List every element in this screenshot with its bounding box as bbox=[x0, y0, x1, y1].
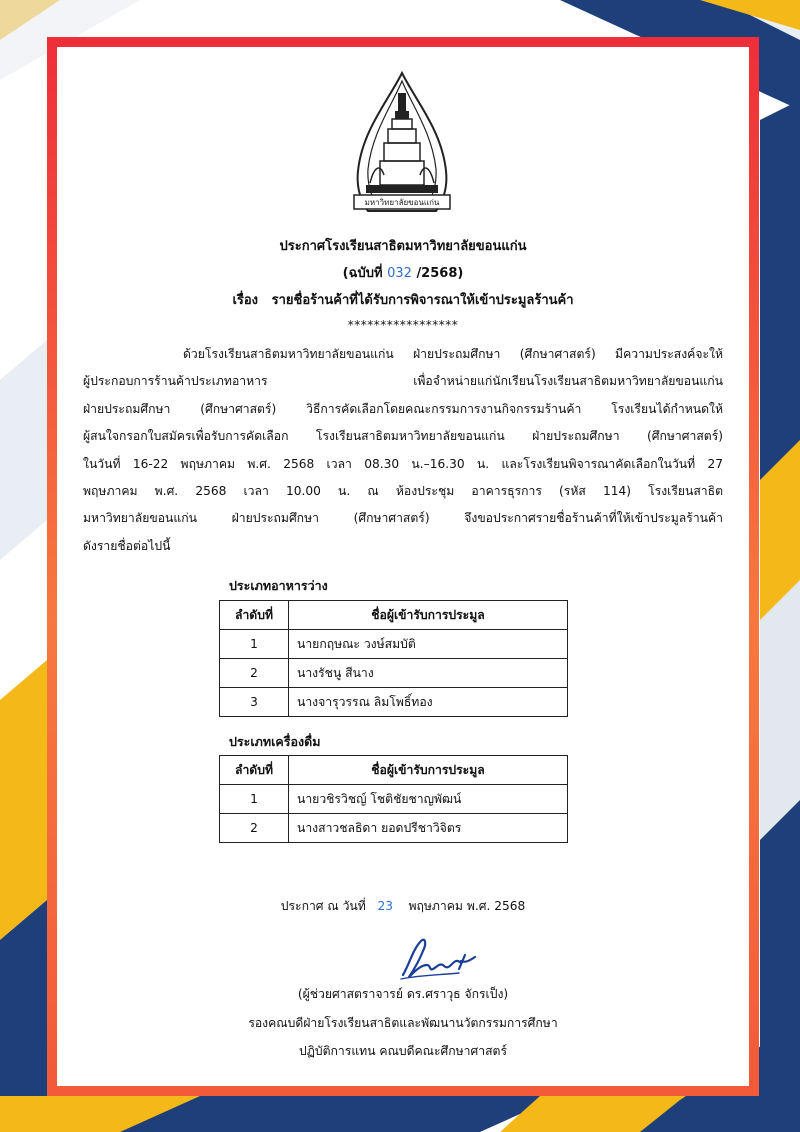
row-number: 1 bbox=[220, 630, 289, 659]
category-snacks: ประเภทอาหารว่าง bbox=[229, 578, 328, 593]
subject-line bbox=[57, 289, 749, 310]
bidder-name: นางสาวชลธิดา ยอดปรีชาวิจิตร bbox=[289, 814, 568, 843]
signer-position-2: ปฏิบัติการแทน คณบดีคณะศึกษาศาสตร์ bbox=[298, 1044, 508, 1058]
row-number: 2 bbox=[220, 814, 289, 843]
snacks-table bbox=[219, 600, 568, 717]
separator: ***************** bbox=[347, 318, 459, 332]
col-order: ลำดับที่ bbox=[220, 601, 289, 630]
body-line-7: มหาวิทยาลัยขอนแก่น ฝ่ายประถมศึกษา (ศึกษาศาสตร์) จึงขอประกาศรายชื่อร้านค้าที่ให้เข้าประมูลร้านค้า bbox=[83, 511, 723, 526]
signer-name: (ผู้ช่วยศาสตราจารย์ ดร.ศราวุธ จักรเป็ง) bbox=[297, 987, 509, 1001]
body-line-6: พฤษภาคม พ.ศ. 2568 เวลา 10.00 น. ณ ห้องประชุม อาคารธุรการ (รหัส 114) โรงเรียนสาธิต bbox=[83, 484, 723, 499]
announce-day: 23 bbox=[377, 899, 393, 913]
issue-number: 032 bbox=[387, 266, 412, 281]
bidder-name: นายกฤษณะ วงษ์สมบัติ bbox=[289, 630, 568, 659]
bidder-name: นางรัชนู สีนาง bbox=[289, 659, 568, 688]
table-row bbox=[220, 659, 568, 688]
issue-suffix: /2568) bbox=[416, 266, 464, 281]
table-row bbox=[220, 688, 568, 717]
announce-prefix: ประกาศ ณ วันที่ bbox=[280, 899, 366, 913]
col-bidder: ชื่อผู้เข้ารับการประมูล bbox=[289, 756, 568, 785]
subject-text: รายชื่อร้านค้าที่ได้รับการพิจารณาให้เข้าประมูลร้านค้า bbox=[271, 293, 574, 308]
body-line-2: ผู้ประกอบการร้านค้าประเภทอาหาร เพื่อจำหน่ายแก่นักเรียนโรงเรียนสาธิตมหาวิทยาลัยขอนแก่น bbox=[83, 374, 723, 389]
announcement-body bbox=[83, 341, 723, 560]
category-beverages: ประเภทเครื่องดื่ม bbox=[229, 734, 321, 749]
announcement-title: ประกาศโรงเรียนสาธิตมหาวิทยาลัยขอนแก่น bbox=[279, 239, 527, 254]
table-row bbox=[220, 785, 568, 814]
table-header-row bbox=[220, 601, 568, 630]
body-line-8: ดังรายชื่อต่อไปนี้ bbox=[83, 538, 171, 553]
seal-text: มหาวิทยาลัยขอนแก่น bbox=[364, 198, 440, 207]
col-order: ลำดับที่ bbox=[220, 756, 289, 785]
signer-position-1: รองคณบดีฝ่ายโรงเรียนสาธิตและพัฒนานวัตกรรมการศึกษา bbox=[248, 1016, 558, 1030]
issue-number-line bbox=[57, 262, 749, 283]
bidder-name: นางจารุวรรณ ลิมโพธิ์ทอง bbox=[289, 688, 568, 717]
row-number: 2 bbox=[220, 659, 289, 688]
announce-date-line bbox=[57, 897, 749, 916]
body-line-4: ผู้สนใจกรอกใบสมัครเพื่อรับการคัดเลือก โรงเรียนสาธิตมหาวิทยาลัยขอนแก่น ฝ่ายประถมศึกษา (ศึกษาศาสตร์) bbox=[83, 429, 723, 444]
signature-image bbox=[399, 935, 479, 981]
issue-prefix: (ฉบับที่ bbox=[342, 266, 383, 281]
col-bidder: ชื่อผู้เข้ารับการประมูล bbox=[289, 601, 568, 630]
announce-month-year: พฤษภาคม พ.ศ. 2568 bbox=[408, 899, 526, 913]
body-line-3: ฝ่ายประถมศึกษา (ศึกษาศาสตร์) วิธีการคัดเลือกโดยคณะกรรมการงานกิจกรรมร้านค้า โรงเรียนได้กำหนดให้ bbox=[83, 401, 723, 416]
document-page bbox=[57, 47, 749, 1086]
row-number: 1 bbox=[220, 785, 289, 814]
bidder-name: นายวชิรวิชญ์ โชติชัยชาญพัฒน์ bbox=[289, 785, 568, 814]
row-number: 3 bbox=[220, 688, 289, 717]
beverages-table bbox=[219, 755, 568, 843]
table-row bbox=[220, 814, 568, 843]
body-line-1: ด้วยโรงเรียนสาธิตมหาวิทยาลัยขอนแก่น ฝ่ายประถมศึกษา (ศึกษาศาสตร์) มีความประสงค์จะให้ bbox=[183, 347, 723, 361]
table-row bbox=[220, 630, 568, 659]
table-header-row bbox=[220, 756, 568, 785]
university-seal bbox=[348, 71, 456, 219]
subject-label: เรื่อง bbox=[232, 293, 259, 308]
body-line-5: ในวันที่ 16-22 พฤษภาคม พ.ศ. 2568 เวลา 08.30 น.–16.30 น. และโรงเรียนพิจารณาคัดเลือกในวันที่ 27 bbox=[83, 456, 723, 471]
